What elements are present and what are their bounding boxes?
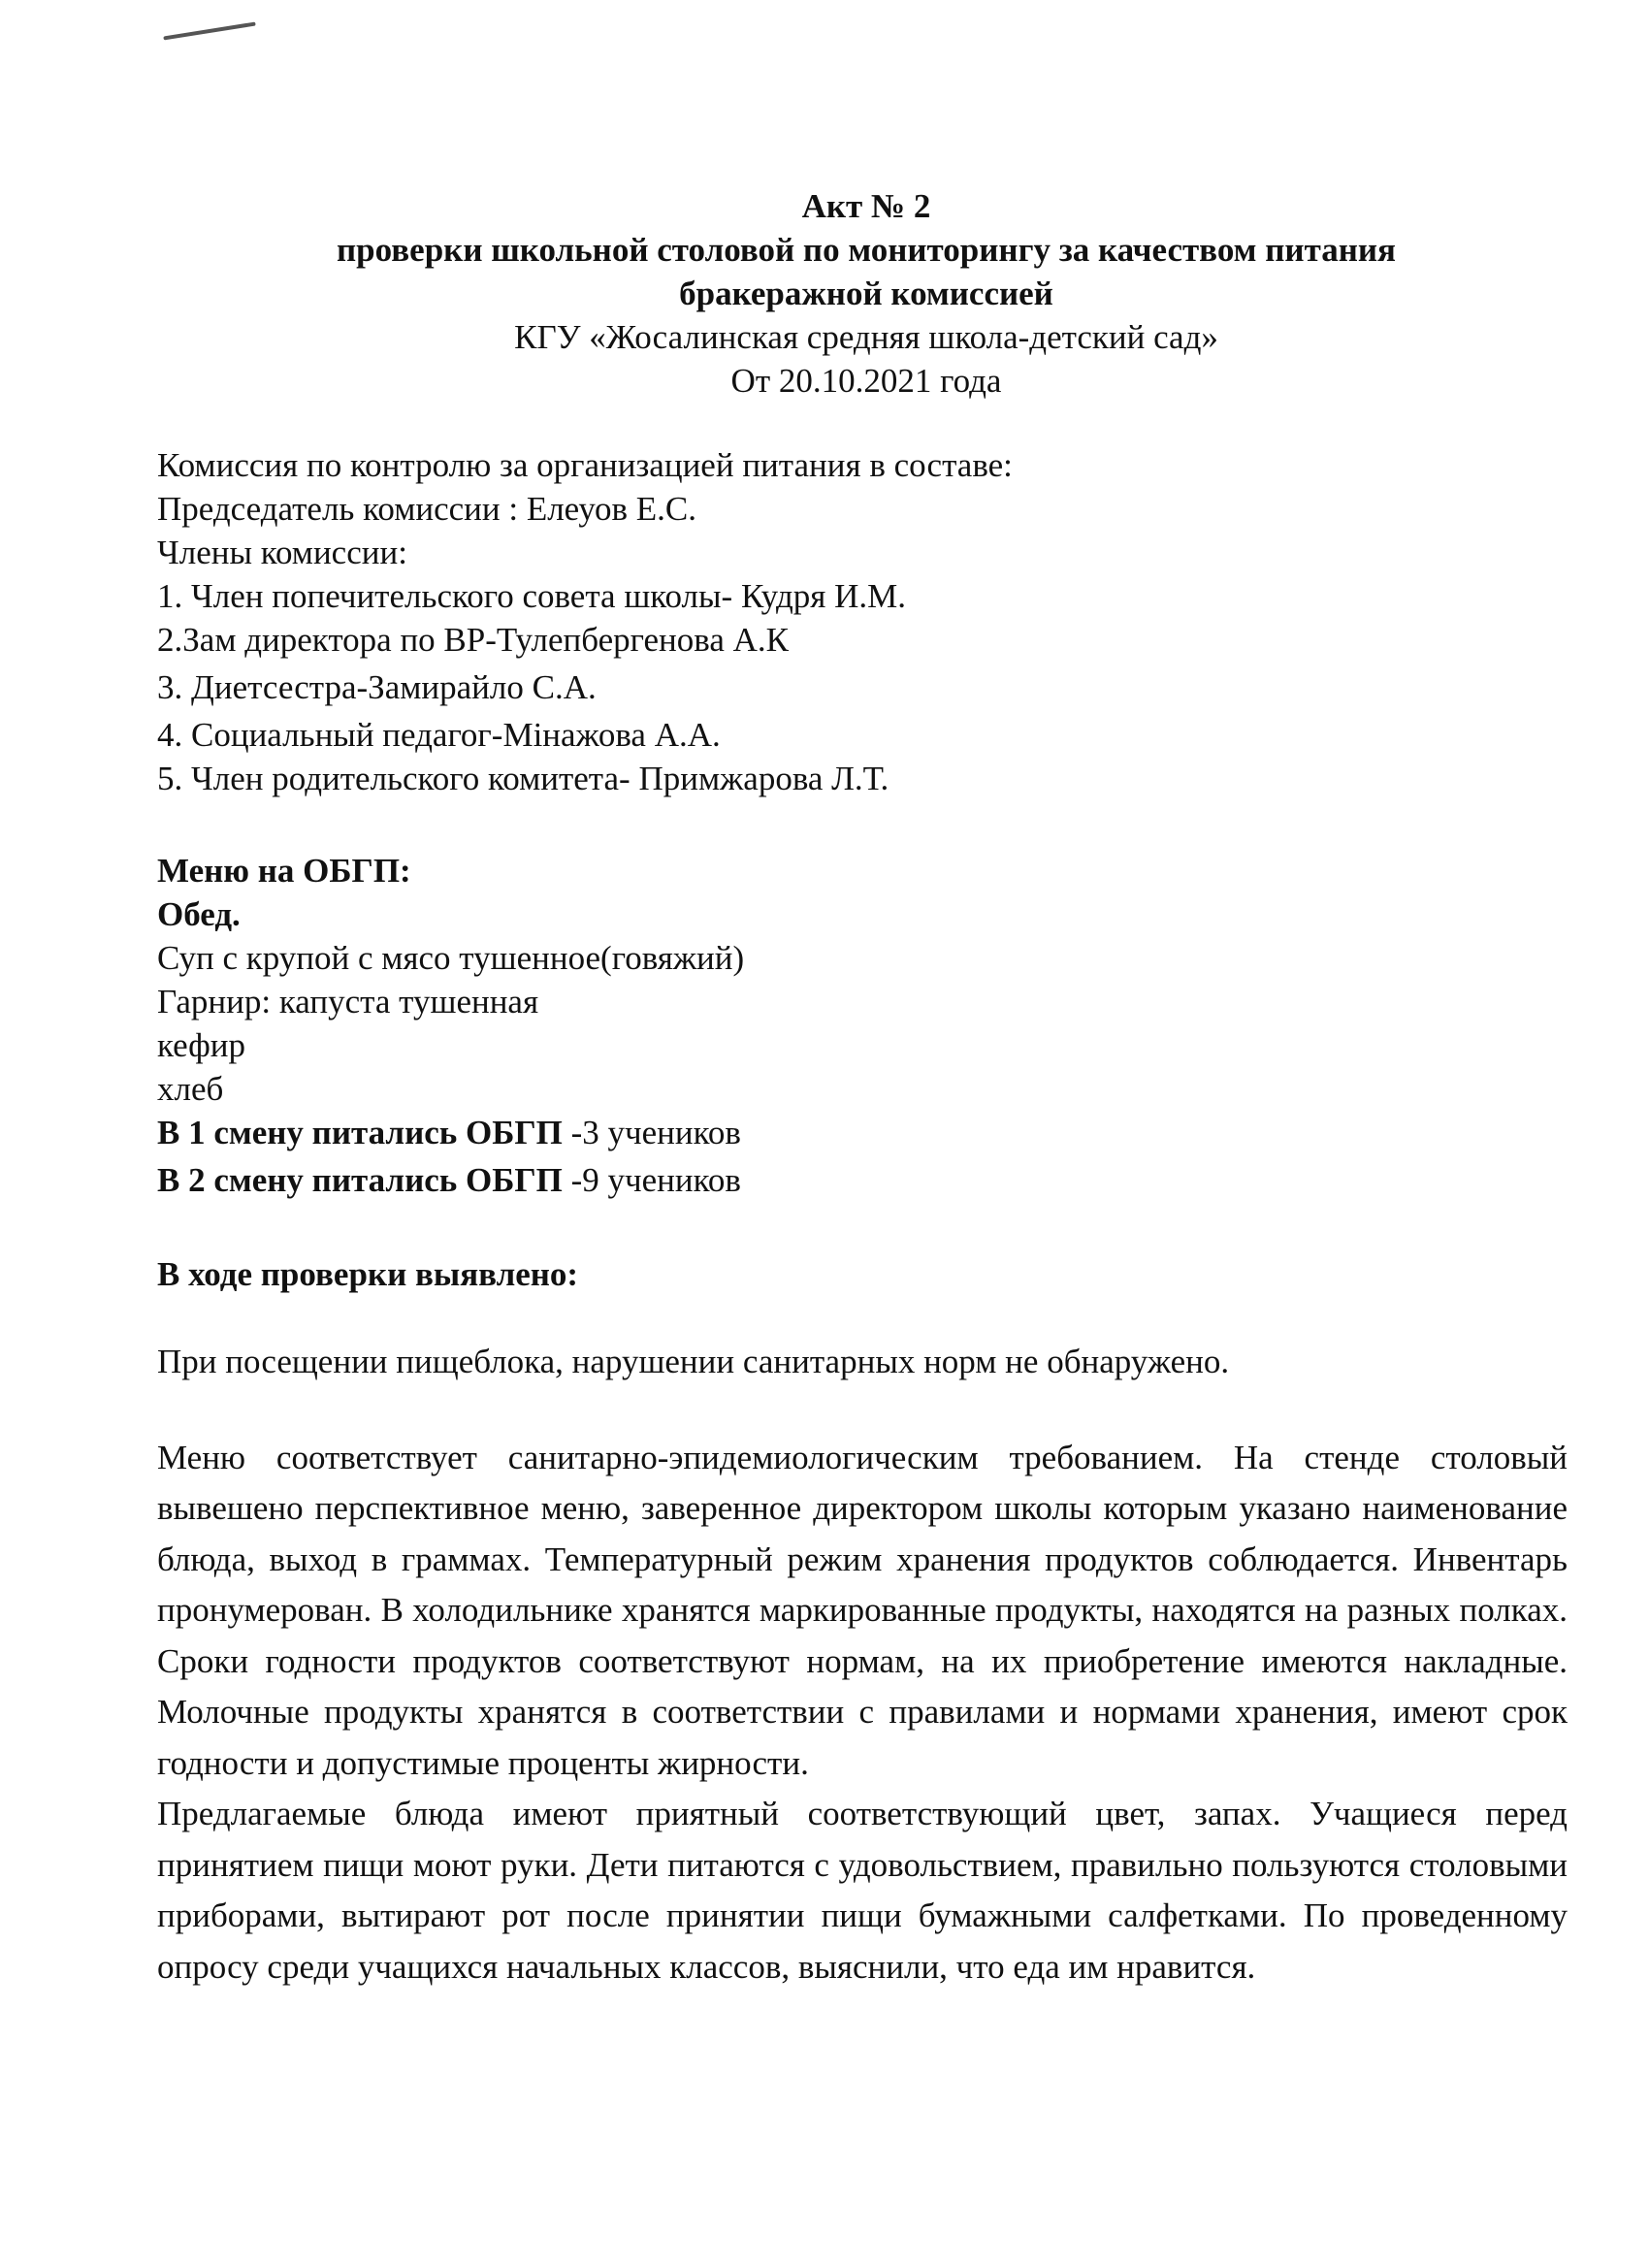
commission-member: 5. Член родительского комитета- Примжарова Л.Т. <box>157 760 889 797</box>
menu-item: кефир <box>157 1026 246 1064</box>
findings-heading: В ходе проверки выявлено: <box>157 1255 579 1293</box>
shift2-value: -9 учеников <box>562 1161 741 1199</box>
findings-paragraph: Предлагаемые блюда имеют приятный соответствующий цвет, запах. Учащиеся перед принятием пищи моют руки. Дети питаются с удовольствием, правильно пользуются столовыми приборами, вытирают рот после принятии пищи бумажными салфетками. По проведенному опросу среди учащихся начальных классов, выяснили, что еда им нравится. <box>157 1795 1568 1986</box>
commission-member: 1. Член попечительского совета школы- Кудря И.М. <box>157 577 906 615</box>
act-date: От 20.10.2021 года <box>730 362 1002 400</box>
shift1-value: -3 учеников <box>562 1114 741 1151</box>
document-page <box>157 184 1568 1993</box>
commission-members-label: Члены комиссии: <box>157 534 407 571</box>
findings-section <box>157 1252 1568 1993</box>
commission-member: 2.Зам директора по ВР-Тулепбергенова А.К <box>157 621 789 659</box>
commission-section <box>157 443 1568 800</box>
shift2-label: В 2 смену питались ОБГП <box>157 1161 563 1199</box>
menu-item: хлеб <box>157 1070 224 1108</box>
institution-name: КГУ «Жосалинская средняя школа-детский сад» <box>514 318 1218 356</box>
commission-chairman: Председатель комиссии : Елеуов Е.С. <box>157 490 696 528</box>
findings-paragraph: При посещении пищеблока, нарушении санитарных норм не обнаружено. <box>157 1343 1230 1380</box>
commission-member: 3. Диетсестра-Замирайло С.А. <box>157 668 597 706</box>
scan-pen-mark <box>163 22 255 41</box>
shift2-count <box>157 1158 1568 1202</box>
act-subtitle-line2: бракеражной комиссией <box>679 275 1053 312</box>
menu-heading: Меню на ОБГП: <box>157 852 411 890</box>
shift1-count <box>157 1111 1568 1154</box>
act-subtitle-line1: проверки школьной столовой по мониторингу за качеством питания <box>337 231 1396 269</box>
act-title: Акт № 2 <box>801 187 931 225</box>
menu-item: Гарнир: капуста тушенная <box>157 983 539 1021</box>
findings-paragraph: Меню соответствует санитарно-эпидемиологическим требованием. На стенде столовый вывешено перспективное меню, заверенное директором школы которым указано наименование блюда, выход в граммах. Температурный режим хранения продуктов соблюдается. Инвентарь пронумерован. В холодильнике хранятся маркированные продукты, находятся на разных полках. Сроки годности продуктов соответствуют нормам, на их приобретение имеются накладные. Молочные продукты хранятся в соответствии с правилами и нормами хранения, имеют срок годности и допустимые проценты жирности. <box>157 1438 1568 1782</box>
commission-intro: Комиссия по контролю за организацией питания в составе: <box>157 446 1013 484</box>
menu-meal: Обед. <box>157 895 241 933</box>
menu-section <box>157 849 1568 1202</box>
menu-item: Суп с крупой с мясо тушенное(говяжий) <box>157 939 745 977</box>
commission-member: 4. Социальный педагог-Мінажова А.А. <box>157 716 721 754</box>
document-header <box>165 184 1568 403</box>
shift1-label: В 1 смену питались ОБГП <box>157 1114 563 1151</box>
